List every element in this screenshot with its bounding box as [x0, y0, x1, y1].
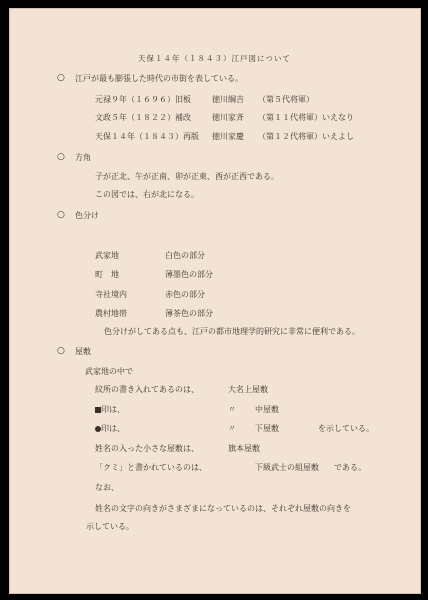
row-kumi-suffix: である。 [334, 463, 366, 472]
page-title: 天保１４年（１８４３）江戸図について [138, 54, 291, 63]
color-row-2-value: 薄墨色の部分 [165, 270, 213, 279]
row-kumi-label: 「クミ」と書かれているのは、 [95, 463, 207, 472]
color-row-1-value: 白色の部分 [165, 251, 205, 260]
row-circle-ditto: 〃 [228, 424, 236, 433]
bullet-circle: ○ [57, 346, 65, 356]
bullet-circle: ○ [57, 152, 65, 162]
yashiki-sub: 武家地の中で [85, 367, 133, 376]
row-crest-label: 紋所の書き入れてあるのは、 [95, 385, 199, 394]
section-heading-direction: 方角 [75, 153, 91, 162]
color-row-3-value: 赤色の部分 [165, 290, 205, 299]
era-row-2-shogun: 徳川家斉 [212, 113, 244, 122]
color-row-3-key: 寺社境内 [95, 290, 127, 299]
direction-line-2: この図では、右が北になる。 [95, 190, 199, 199]
section-heading-yashiki: 屋敷 [75, 347, 91, 356]
row-kumi-value: 下級武士の組屋敷 [255, 463, 319, 472]
note-nao: なお、 [95, 483, 119, 492]
era-row-1-note: （第５代将軍） [258, 95, 314, 104]
bullet-circle: ○ [57, 210, 65, 220]
row-name-label: 姓名の入った小さな屋敷は、 [95, 444, 199, 453]
era-row-1-shogun: 徳川綱吉 [212, 95, 244, 104]
era-row-3-shogun: 徳川家慶 [212, 132, 244, 141]
section-heading-colors: 色分け [75, 211, 99, 220]
color-row-1-key: 武家地 [95, 251, 119, 260]
row-square-label: 印は、 [95, 405, 125, 415]
era-row-2-note: （第１１代将軍）いえなり [258, 113, 354, 122]
color-row-2-key: 町 地 [95, 270, 119, 279]
note-line-1: 姓名の文字の向きがさまざまになっているのは、それぞれ屋敷の向きを [95, 504, 351, 513]
row-circle-label: 印は、 [95, 424, 125, 434]
era-row-2-era: 文政５年（１８２２）補改 [95, 113, 191, 122]
row-square-ditto: 〃 [228, 405, 236, 414]
row-crest-value: 大名上屋敷 [228, 385, 268, 394]
bullet-circle: ○ [57, 73, 65, 83]
direction-line-1: 子が正北、午が正南、卯が正東、酉が正西である。 [95, 172, 279, 181]
row-circle-suffix: を示している。 [318, 424, 374, 433]
section-heading-edo: 江戸が最も膨張した時代の市街を表している。 [75, 74, 243, 83]
row-square-value: 中屋敷 [255, 405, 279, 414]
color-row-4-key: 農村地帯 [95, 309, 127, 318]
era-row-3-note: （第１２代将軍）いえよし [258, 132, 354, 141]
color-note: 色分けがしてある点も、江戸の都市地理学的研究に非常に便利である。 [104, 327, 360, 336]
row-circle-value: 下屋敷 [255, 424, 279, 433]
era-row-1-era: 元禄９年（１６９６）旧板 [95, 95, 191, 104]
row-name-value: 旗本屋敷 [228, 444, 260, 453]
note-line-2: 示している。 [86, 522, 134, 531]
era-row-3-era: 天保１４年（１８４３）再版 [95, 132, 199, 141]
color-row-4-value: 薄茶色の部分 [165, 309, 213, 318]
